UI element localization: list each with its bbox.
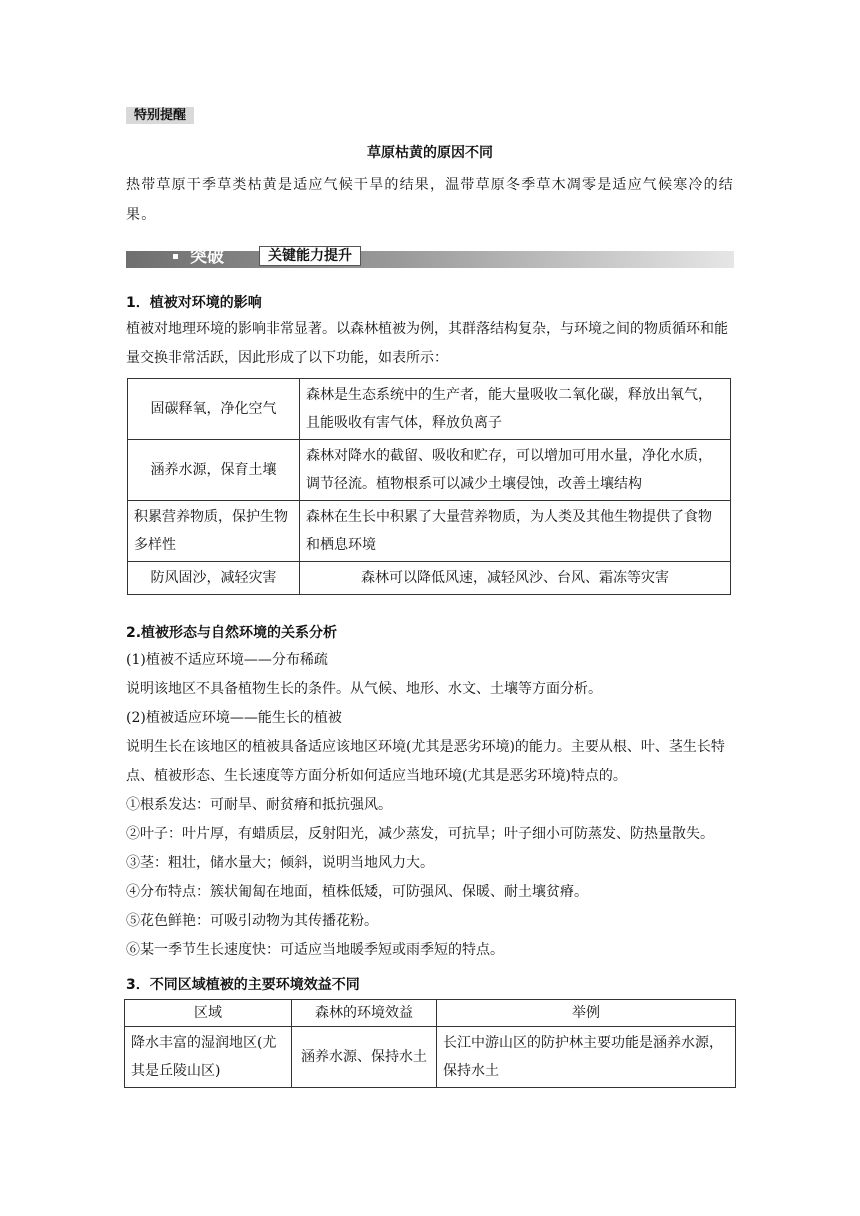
table-header-cell: 森林的环境效益 — [292, 1000, 437, 1027]
table-row — [128, 440, 731, 501]
section2-sub1: (1)植被不适应环境——分布稀疏 — [126, 652, 328, 668]
table-cell: 积累营养物质，保护生物多样性 — [128, 501, 300, 562]
table-cell: 固碳释氧，净化空气 — [128, 379, 300, 440]
table-cell: 森林在生长中积累了大量营养物质，为人类及其他生物提供了食物和栖息环境 — [300, 501, 731, 562]
table-header-cell: 举例 — [437, 1000, 736, 1027]
section3-heading: 3．不同区域植被的主要环境效益不同 — [126, 977, 360, 993]
table-cell: 涵养水源、保持水土 — [292, 1027, 437, 1088]
divider — [126, 115, 734, 116]
table-cell: 降水丰富的湿润地区(尤其是丘陵山区) — [125, 1027, 292, 1088]
tip-header — [126, 107, 734, 125]
list-item: ④分布特点：簇状匍匐在地面，植株低矮，可防强风、保暖、耐土壤贫瘠。 — [126, 884, 588, 900]
list-item: ⑤花色鲜艳：可吸引动物为其传播花粉。 — [126, 913, 378, 929]
table-cell: 防风固沙，减轻灾害 — [128, 562, 300, 595]
section2-heading: 2.植被形态与自然环境的关系分析 — [126, 625, 338, 641]
table-header-cell: 区域 — [125, 1000, 292, 1027]
table-row — [125, 1027, 736, 1088]
table-header-row — [125, 1000, 736, 1027]
banner-subtitle: 关键能力提升 — [259, 246, 361, 266]
table-cell: 长江中游山区的防护林主要功能是涵养水源，保持水土 — [437, 1027, 736, 1088]
list-item: ②叶子：叶片厚，有蜡质层，反射阳光，减少蒸发，可抗旱；叶子细小可防蒸发、防热量散失。 — [126, 826, 714, 842]
list-item: ③茎：粗壮，储水量大；倾斜，说明当地风力大。 — [126, 855, 434, 871]
benefit-table — [124, 999, 736, 1088]
section1-intro: 植被对地理环境的影响非常显著。以森林植被为例，其群落结构复杂，与环境之间的物质循环和能量交换非常活跃，因此形成了以下功能，如表所示： — [126, 321, 728, 366]
banner-label: 突破 — [190, 247, 224, 267]
table-cell: 森林可以降低风速，减轻风沙、台风、霜冻等灾害 — [300, 562, 731, 595]
section2-sub2: (2)植被适应环境——能生长的植被 — [126, 710, 342, 726]
table-row — [128, 501, 731, 562]
section1-heading: 1．植被对环境的影响 — [126, 295, 262, 311]
section2-sub2-text: 说明生长在该地区的植被具备适应该地区环境(尤其是恶劣环境)的能力。主要从根、叶、茎生长特点、植被形态、生长速度等方面分析如何适应当地环境(尤其是恶劣环境)特点的。 — [126, 739, 725, 784]
list-item: ⑥某一季节生长速度快：可适应当地暖季短或雨季短的特点。 — [126, 942, 504, 958]
section-banner — [126, 245, 734, 268]
tip-body: 热带草原干季草类枯黄是适应气候干旱的结果，温带草原冬季草木凋零是适应气候寒冷的结果。 — [126, 177, 734, 223]
list-item: ①根系发达：可耐旱、耐贫瘠和抵抗强风。 — [126, 797, 392, 813]
table-cell: 森林对降水的截留、吸收和贮存，可以增加可用水量，净化水质，调节径流。植物根系可以减少土壤侵蚀，改善土壤结构 — [300, 440, 731, 501]
table-row — [128, 379, 731, 440]
table-row — [128, 562, 731, 595]
function-table — [127, 378, 731, 595]
tip-tag: 特别提醒 — [126, 107, 194, 124]
section2-sub1-text: 说明该地区不具备植物生长的条件。从气候、地形、水文、土壤等方面分析。 — [126, 681, 602, 697]
table-cell: 森林是生态系统中的生产者，能大量吸收二氧化碳，释放出氧气，且能吸收有害气体，释放负离子 — [300, 379, 731, 440]
tip-title: 草原枯黄的原因不同 — [367, 145, 493, 161]
table-cell: 涵养水源，保育土壤 — [128, 440, 300, 501]
